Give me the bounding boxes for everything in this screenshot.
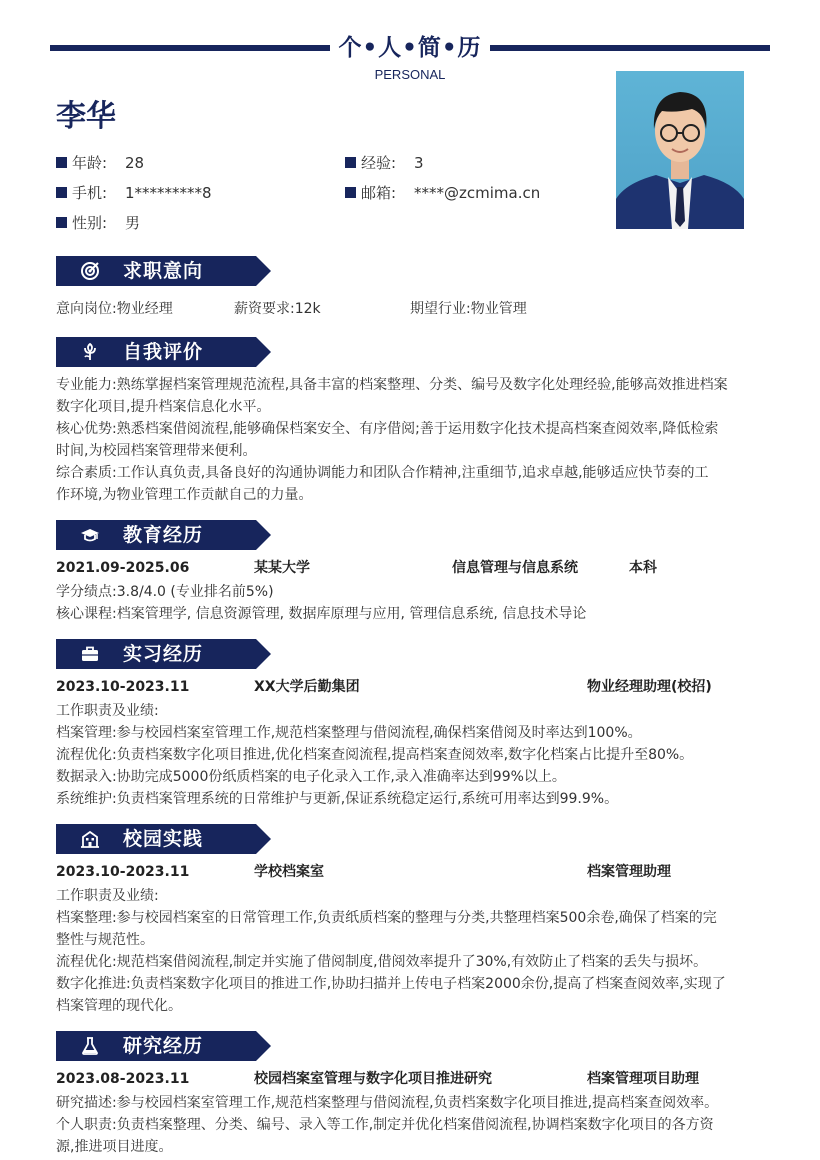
research-role: 档案管理项目助理 xyxy=(587,1071,699,1087)
flower-icon xyxy=(80,342,100,362)
graduation-cap-icon xyxy=(80,525,100,545)
portrait-illustration xyxy=(616,71,744,229)
self-eval-line: 作环境,为物业管理工作贡献自己的力量。 xyxy=(56,487,313,503)
building-icon xyxy=(80,829,100,849)
bullet-square-icon xyxy=(56,217,67,228)
info-phone xyxy=(56,183,212,203)
education-major: 信息管理与信息系统 xyxy=(452,560,578,576)
self-eval-line: 专业能力:熟练掌握档案管理规范流程,具备丰富的档案整理、分类、编号及数字化处理经验,能够高效推进档案 xyxy=(56,377,728,393)
internship-line: 流程优化:负责档案数字化项目推进,优化档案查阅流程,提高档案查阅效率,数字化档案占比提升至80%。 xyxy=(56,747,694,763)
email-value: ****@zcmima.cn xyxy=(414,184,541,202)
research-entry-header xyxy=(56,1068,768,1090)
section-title: 自我评价 xyxy=(123,341,204,363)
internship-org: XX大学后勤集团 xyxy=(254,679,360,695)
education-courses: 核心课程:档案管理学, 信息资源管理, 数据库原理与应用, 管理信息系统, 信息技术导论 xyxy=(56,606,587,622)
email-label: 邮箱: xyxy=(361,184,397,202)
campus-line: 数字化推进:负责档案数字化项目的推进工作,协助扫描并上传电子档案2000余份,提高了档案查阅效率,实现了 xyxy=(56,976,726,992)
campus-intro: 工作职责及业绩: xyxy=(56,888,159,904)
bullet-square-icon xyxy=(56,187,67,198)
bullet-square-icon xyxy=(345,187,356,198)
internship-entry-header xyxy=(56,676,768,698)
info-email xyxy=(345,183,540,203)
campus-line: 整性与规范性。 xyxy=(56,932,154,948)
experience-label: 经验: xyxy=(361,154,397,172)
internship-intro: 工作职责及业绩: xyxy=(56,703,159,719)
experience-value: 3 xyxy=(414,154,424,172)
campus-line: 档案整理:参与校园档案室的日常管理工作,负责纸质档案的整理与分类,共整理档案500余卷,确保了档案的完 xyxy=(56,910,717,926)
header-bar-left xyxy=(50,45,330,51)
section-header-internship xyxy=(56,639,271,669)
internship-line: 数据录入:协助完成5000份纸质档案的电子化录入工作,录入准确率达到99%以上。 xyxy=(56,769,566,785)
intent-industry: 期望行业:物业管理 xyxy=(410,301,527,317)
resume-title: 个•人•简•历 xyxy=(338,35,482,61)
campus-entry-header xyxy=(56,861,768,883)
research-project: 校园档案室管理与数字化项目推进研究 xyxy=(254,1071,492,1087)
phone-value: 1*********8 xyxy=(125,184,212,202)
resume-subtitle: PERSONAL xyxy=(374,67,446,82)
info-gender xyxy=(56,213,140,233)
gender-label: 性别: xyxy=(72,214,108,232)
section-title: 校园实践 xyxy=(123,828,204,850)
campus-line: 档案管理的现代化。 xyxy=(56,998,182,1014)
internship-line: 系统维护:负责档案管理系统的日常维护与更新,保证系统稳定运行,系统可用率达到99.9%。 xyxy=(56,791,619,807)
campus-org: 学校档案室 xyxy=(254,864,324,880)
section-title: 教育经历 xyxy=(123,524,204,546)
section-header-intent xyxy=(56,256,271,286)
flask-icon xyxy=(80,1036,100,1056)
bullet-square-icon xyxy=(56,157,67,168)
self-eval-line: 核心优势:熟悉档案借阅流程,能够确保档案安全、有序借阅;善于运用数字化技术提高档案查阅效率,降低检索 xyxy=(56,421,719,437)
phone-label: 手机: xyxy=(72,184,108,202)
info-experience xyxy=(345,153,424,173)
target-icon xyxy=(80,261,100,281)
intent-position: 意向岗位:物业经理 xyxy=(56,301,173,317)
intent-salary: 薪资要求:12k xyxy=(234,301,321,317)
section-header-education xyxy=(56,520,271,550)
header-bar-right xyxy=(490,45,770,51)
research-line: 源,推进项目进度。 xyxy=(56,1139,173,1155)
education-date: 2021.09-2025.06 xyxy=(56,560,190,576)
research-date: 2023.08-2023.11 xyxy=(56,1071,190,1087)
education-school: 某某大学 xyxy=(254,560,310,576)
section-header-campus xyxy=(56,824,271,854)
internship-line: 档案管理:参与校园档案室管理工作,规范档案整理与借阅流程,确保档案借阅及时率达到100%。 xyxy=(56,725,642,741)
research-line: 研究描述:参与校园档案室管理工作,规范档案整理与借阅流程,负责档案数字化项目推进,提高档案查阅效率。 xyxy=(56,1095,719,1111)
profile-photo xyxy=(616,71,744,229)
job-intent-row xyxy=(56,298,768,320)
education-gpa: 学分绩点:3.8/4.0 (专业排名前5%) xyxy=(56,584,274,600)
section-header-research xyxy=(56,1031,271,1061)
age-label: 年龄: xyxy=(72,154,108,172)
internship-date: 2023.10-2023.11 xyxy=(56,679,190,695)
section-title: 实习经历 xyxy=(123,643,204,665)
self-eval-line: 时间,为校园档案管理带来便利。 xyxy=(56,443,257,459)
section-title: 研究经历 xyxy=(123,1035,204,1057)
internship-role: 物业经理助理(校招) xyxy=(587,679,712,695)
education-entry-header xyxy=(56,557,768,579)
section-title: 求职意向 xyxy=(123,260,204,282)
campus-line: 流程优化:规范档案借阅流程,制定并实施了借阅制度,借阅效率提升了30%,有效防止了档案的丢失与损坏。 xyxy=(56,954,708,970)
section-header-self-eval xyxy=(56,337,271,367)
age-value: 28 xyxy=(125,154,145,172)
education-degree: 本科 xyxy=(629,560,657,576)
self-eval-line: 数字化项目,提升档案信息化水平。 xyxy=(56,399,271,415)
campus-date: 2023.10-2023.11 xyxy=(56,864,190,880)
research-line: 个人职责:负责档案整理、分类、编号、录入等工作,制定并优化档案借阅流程,协调档案数字化项目的各方资 xyxy=(56,1117,714,1133)
candidate-name: 李华 xyxy=(56,99,116,134)
info-age xyxy=(56,153,144,173)
self-eval-line: 综合素质:工作认真负责,具备良好的沟通协调能力和团队合作精神,注重细节,追求卓越,能够适应快节奏的工 xyxy=(56,465,709,481)
briefcase-icon xyxy=(80,644,100,664)
gender-value: 男 xyxy=(125,214,141,232)
campus-role: 档案管理助理 xyxy=(587,864,671,880)
bullet-square-icon xyxy=(345,157,356,168)
